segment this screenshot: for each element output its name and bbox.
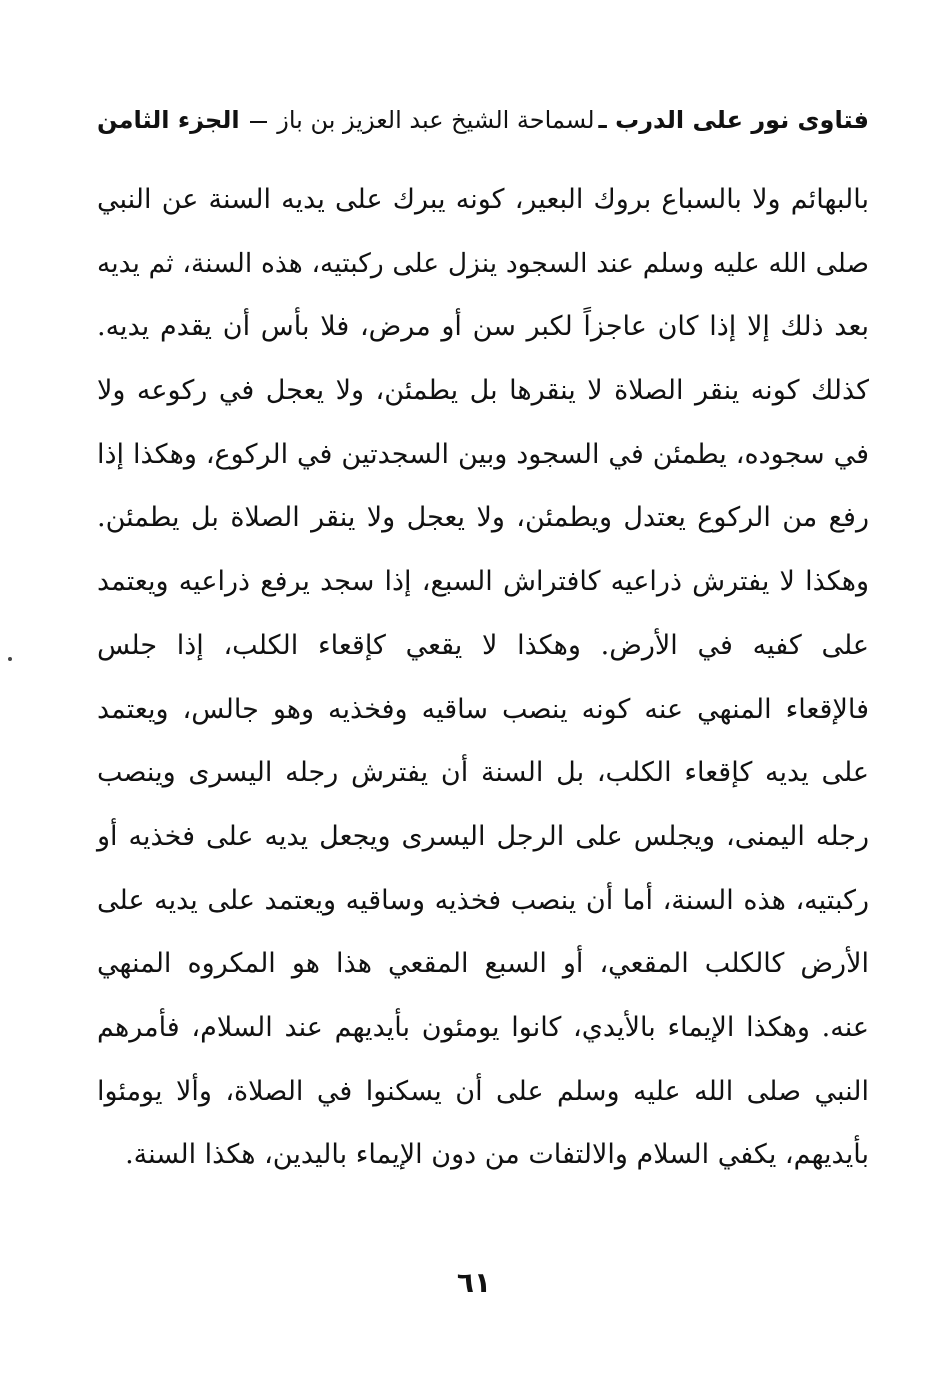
text-line: كذلك كونه ينقر الصلاة لا ينقرها بل يطمئن، ولا يعجل في ركوعه ولا [97, 375, 869, 407]
text-line: عنه. وهكذا الإيماء بالأيدي، كانوا يومئون بأيديهم عند السلام، فأمرهم [97, 1011, 869, 1043]
text-line: وهكذا لا يفترش ذراعيه كافتراش السبع، إذا سجد يرفع ذراعيه ويعتمد [97, 566, 869, 598]
text-line: في سجوده، يطمئن في السجود وبين السجدتين في الركوع، وهكذا إذا [97, 438, 869, 470]
text-line: الأرض كالكلب المقعي، أو السبع المقعي هذا هو المكروه المنهي [97, 948, 869, 980]
header-author: لسماحة الشيخ عبد العزيز بن باز [277, 106, 595, 134]
running-header [97, 100, 869, 140]
header-volume: الجزء الثامن [97, 106, 240, 134]
text-line: النبي صلى الله عليه وسلم على أن يسكنوا في الصلاة، وألا يومئوا [97, 1075, 869, 1107]
text-line: ركبتيه، هذه السنة، أما أن ينصب فخذيه وساقيه ويعتمد على يديه على [97, 884, 869, 916]
text-line: على كفيه في الأرض. وهكذا لا يقعي كإقعاء الكلب، إذا جلس [97, 629, 869, 661]
text-line: صلى الله عليه وسلم عند السجود ينزل على ركبتيه، هذه السنة، ثم يديه [97, 247, 869, 279]
scan-speck [8, 657, 12, 661]
text-line: فالإقعاء المنهي عنه كونه ينصب ساقيه وفخذيه وهو جالس، ويعتمد [97, 693, 869, 725]
header-rule [250, 121, 268, 123]
text-line: رفع من الركوع يعتدل ويطمئن، ولا يعجل ولا ينقر الصلاة بل يطمئن. [97, 502, 869, 534]
header-book-title: فتاوى نور على الدرب ـ [598, 106, 869, 134]
text-line: رجله اليمنى، ويجلس على الرجل اليسرى ويجعل يديه على فخذيه أو [97, 820, 869, 852]
text-line: بالبهائم ولا بالسباع بروك البعير، كونه يبرك على يديه السنة عن النبي [97, 184, 869, 215]
page-number: ٦١ [456, 1266, 492, 1299]
body-text [97, 168, 869, 1187]
text-line: بأيديهم، يكفي السلام والالتفات من دون الإيماء باليدين، هكذا السنة. [125, 1139, 869, 1171]
text-line: بعد ذلك إلا إذا كان عاجزاً لكبر سن أو مرض، فلا بأس أن يقدم يديه. [97, 311, 869, 343]
text-line: على يديه كإقعاء الكلب، بل السنة أن يفترش رجله اليسرى وينصب [97, 757, 869, 789]
